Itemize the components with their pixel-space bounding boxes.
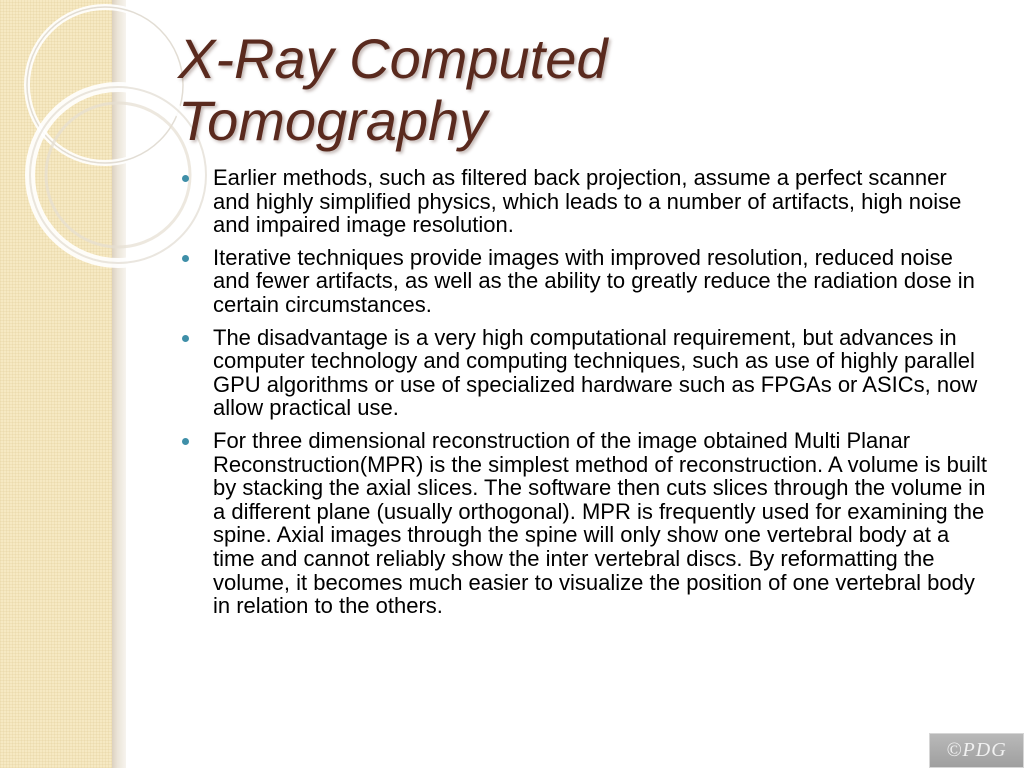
bullet-item [178, 326, 988, 420]
bullet-dot-icon [182, 175, 189, 182]
bullet-item [178, 246, 988, 317]
bullet-dot-icon [182, 438, 189, 445]
bullet-list [178, 166, 988, 627]
watermark-badge: ©PDG [929, 733, 1024, 768]
title-line-1: X-Ray Computed [178, 27, 608, 90]
bullet-item [178, 166, 988, 237]
bullet-text: The disadvantage is a very high computational requirement, but advances in computer technology and computing techniques, such as use of highly parallel GPU algorithms or use of specialized hardware such as FPGAs or ASICs, now allow practical use. [213, 324, 978, 421]
bullet-text: For three dimensional reconstruction of the image obtained Multi Planar Reconstruction(MPR) is the simplest method of reconstruction. A volume is built by stacking the axial slices. The software then cuts slices through the volume in a different plane (usually orthogonal). MPR is frequently used for examining the spine. Axial images through the spine will only show one vertebral body at a time and cannot reliably show the inter vertebral discs. By reformatting the volume, it becomes much easier to visualize the position of one vertebral body in relation to the others. [213, 427, 987, 619]
bullet-dot-icon [182, 335, 189, 342]
title-line-2: Tomography [178, 89, 488, 152]
slide-title [178, 28, 608, 152]
bullet-item [178, 429, 988, 618]
bullet-text: Earlier methods, such as filtered back projection, assume a perfect scanner and highly simplified physics, which leads to a number of artifacts, high noise and impaired image resolution. [213, 165, 962, 238]
bullet-dot-icon [182, 255, 189, 262]
bullet-text: Iterative techniques provide images with improved resolution, reduced noise and fewer artifacts, as well as the ability to greatly reduce the radiation dose in certain circumstances. [213, 244, 975, 317]
